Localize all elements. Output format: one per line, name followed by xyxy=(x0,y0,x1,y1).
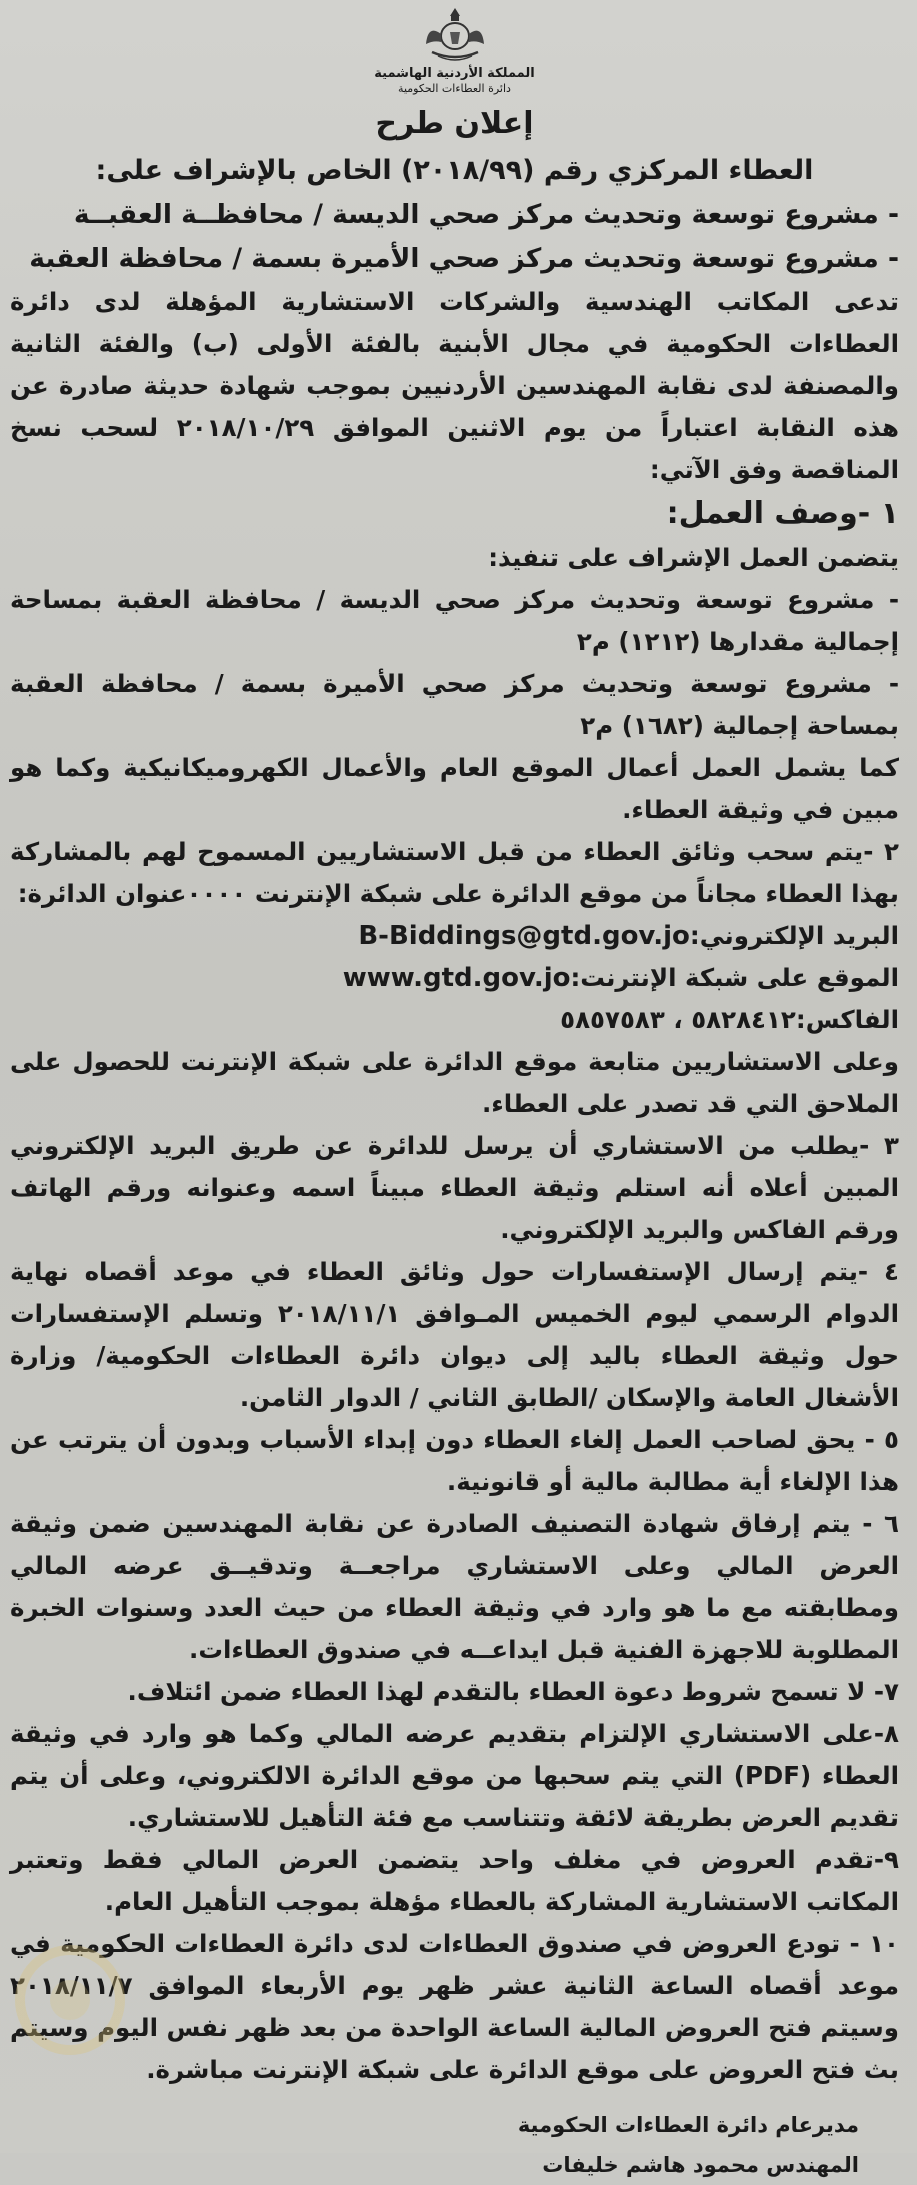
clause-2: ٢ -يتم سحب وثائق العطاء من قبل الاستشاريين المسموح لهم بالمشاركة بهذا العطاء مجاناً من موقع الدائرة على شبكة الإنترنت ٠٠٠٠عنوان الدائرة: xyxy=(10,837,899,908)
clause-6: ٦ - يتم إرفاق شهادة التصنيف الصادرة عن نقابة المهندسين ضمن وثيقة العرض المالي وعلى الاستشاري مراجعــة وتدقيــق عرضه المالي ومطابقته مع ما هو وارد في وثيقة العطاء من حيث العدد وسنوات الخبرة المطلوبة للاجهزة الفنية قبل ايداعــه في صندوق العطاءات. xyxy=(10,1509,899,1664)
clause-10: ١٠ - تودع العروض في صندوق العطاءات لدى دائرة العطاءات الحكومية في موعد أقصاه الساعة الثانية عشر ظهر يوم الأربعاء الموافق ٢٠١٨/١١/٧ وسيتم فتح العروض المالية الساعة الواحدة من بعد ظهر نفس اليوم وسيتم بث فتح العروض على موقع الدائرة على شبكة الإنترنت مباشرة. xyxy=(10,1929,899,2084)
website-label: الموقع على شبكة الإنترنت: xyxy=(570,963,899,992)
clause-9: ٩-تقدم العروض في مغلف واحد يتضمن العرض المالي فقط وتعتبر المكاتب الاستشارية المشاركة بالعطاء مؤهلة بموجب التأهيل العام. xyxy=(10,1845,899,1916)
royal-emblem-icon xyxy=(420,4,490,66)
header xyxy=(10,0,899,141)
email-link[interactable]: B-Biddings@gtd.gov.jo xyxy=(358,921,690,951)
tender-number: العطاء المركزي رقم (٢٠١٨/٩٩) الخاص بالإشراف على: xyxy=(95,155,814,186)
project-line-2: - مشروع توسعة وتحديث مركز صحي الأميرة بسمة / محافظة العقبة xyxy=(29,243,899,274)
signature-block xyxy=(10,2105,899,2185)
clause-4: ٤ -يتم إرسال الإستفسارات حول وثائق العطاء في موعد أقصاه نهاية الدوام الرسمي ليوم الخميس المـوافق ٢٠١٨/١١/١ وتسلم الإستفسارات حول وثيقة العطاء باليد إلى ديوان دائرة العطاءات الحكومية/ وزارة الأشغال العامة والإسكان /الطابق الثاني / الدوار الثامن. xyxy=(10,1257,899,1412)
invitation-paragraph: تدعى المكاتب الهندسية والشركات الاستشارية المؤهلة لدى دائرة العطاءات الحكومية في مجال الأبنية بالفئة الأولى (ب) والفئة الثانية والمصنفة لدى نقابة المهندسين الأردنيين بموجب شهادة حديثة صادرة عن هذه النقابة اعتباراً من يوم الاثنين الموافق ٢٠١٨/١٠/٢٩ لسحب نسخ المناقصة وفق الآتي: xyxy=(10,287,899,484)
department-name: دائرة العطاءات الحكومية xyxy=(398,82,511,95)
work-scope: كما يشمل العمل أعمال الموقع العام والأعمال الكهروميكانيكية وكما هو مبين في وثيقة العطاء. xyxy=(10,753,899,824)
followup-note: وعلى الاستشاريين متابعة موقع الدائرة على شبكة الإنترنت للحصول على الملاحق التي قد تصدر على العطاء. xyxy=(10,1047,899,1118)
work-item-1: - مشروع توسعة وتحديث مركز صحي الديسة / محافظة العقبة بمساحة إجمالية مقدارها (١٢١٢) م٢ xyxy=(10,585,899,656)
clause-8: ٨-على الاستشاري الإلتزام بتقديم عرضه المالي وكما هو وارد في وثيقة العطاء (PDF) التي يتم سحبها من موقع الدائرة الالكتروني، وعلى أن يتم تقديم العرض بطريقة لائقة وتتناسب مع فئة التأهيل للاستشاري. xyxy=(10,1719,899,1832)
fax-number: ٥٨٢٨٤١٢ ، ٥٨٥٧٥٨٣ xyxy=(560,1005,796,1034)
work-intro: يتضمن العمل الإشراف على تنفيذ: xyxy=(488,543,899,572)
kingdom-name: المملكة الأردنية الهاشمية xyxy=(374,66,535,81)
email-row xyxy=(10,915,899,957)
website-link[interactable]: www.gtd.gov.jo xyxy=(342,963,571,993)
signature-name: المهندس محمود هاشم خليفات xyxy=(542,2153,859,2177)
fax-row xyxy=(10,999,899,1041)
fax-label: الفاكس: xyxy=(795,1005,899,1034)
email-label: البريد الإلكتروني: xyxy=(689,921,899,950)
clause-7: ٧- لا تسمح شروط دعوة العطاء بالتقدم لهذا العطاء ضمن ائتلاف. xyxy=(127,1677,899,1706)
project-line-1: - مشروع توسعة وتحديث مركز صحي الديسة / محافظــة العقبــة xyxy=(73,199,899,230)
page-title: إعلان طرح xyxy=(375,106,534,141)
clause-3: ٣ -يطلب من الاستشاري أن يرسل للدائرة عن طريق البريد الإلكتروني المبين أعلاه أنه استلم وثيقة العطاء مبيناً اسمه وعنوانه ورقم الهاتف ورقم الفاكس والبريد الإلكتروني. xyxy=(10,1131,899,1244)
work-item-2: - مشروع توسعة وتحديث مركز صحي الأميرة بسمة / محافظة العقبة بمساحة إجمالية (١٦٨٢) م٢ xyxy=(10,669,899,740)
signature-title: مديرعام دائرة العطاءات الحكومية xyxy=(517,2113,859,2137)
clause-5: ٥ - يحق لصاحب العمل إلغاء العطاء دون إبداء الأسباب وبدون أن يترتب عن هذا الإلغاء أية مطالبة مالية أو قانونية. xyxy=(10,1425,899,1496)
website-row xyxy=(10,957,899,999)
section-heading-work-description: ١ -وصف العمل: xyxy=(666,496,899,531)
